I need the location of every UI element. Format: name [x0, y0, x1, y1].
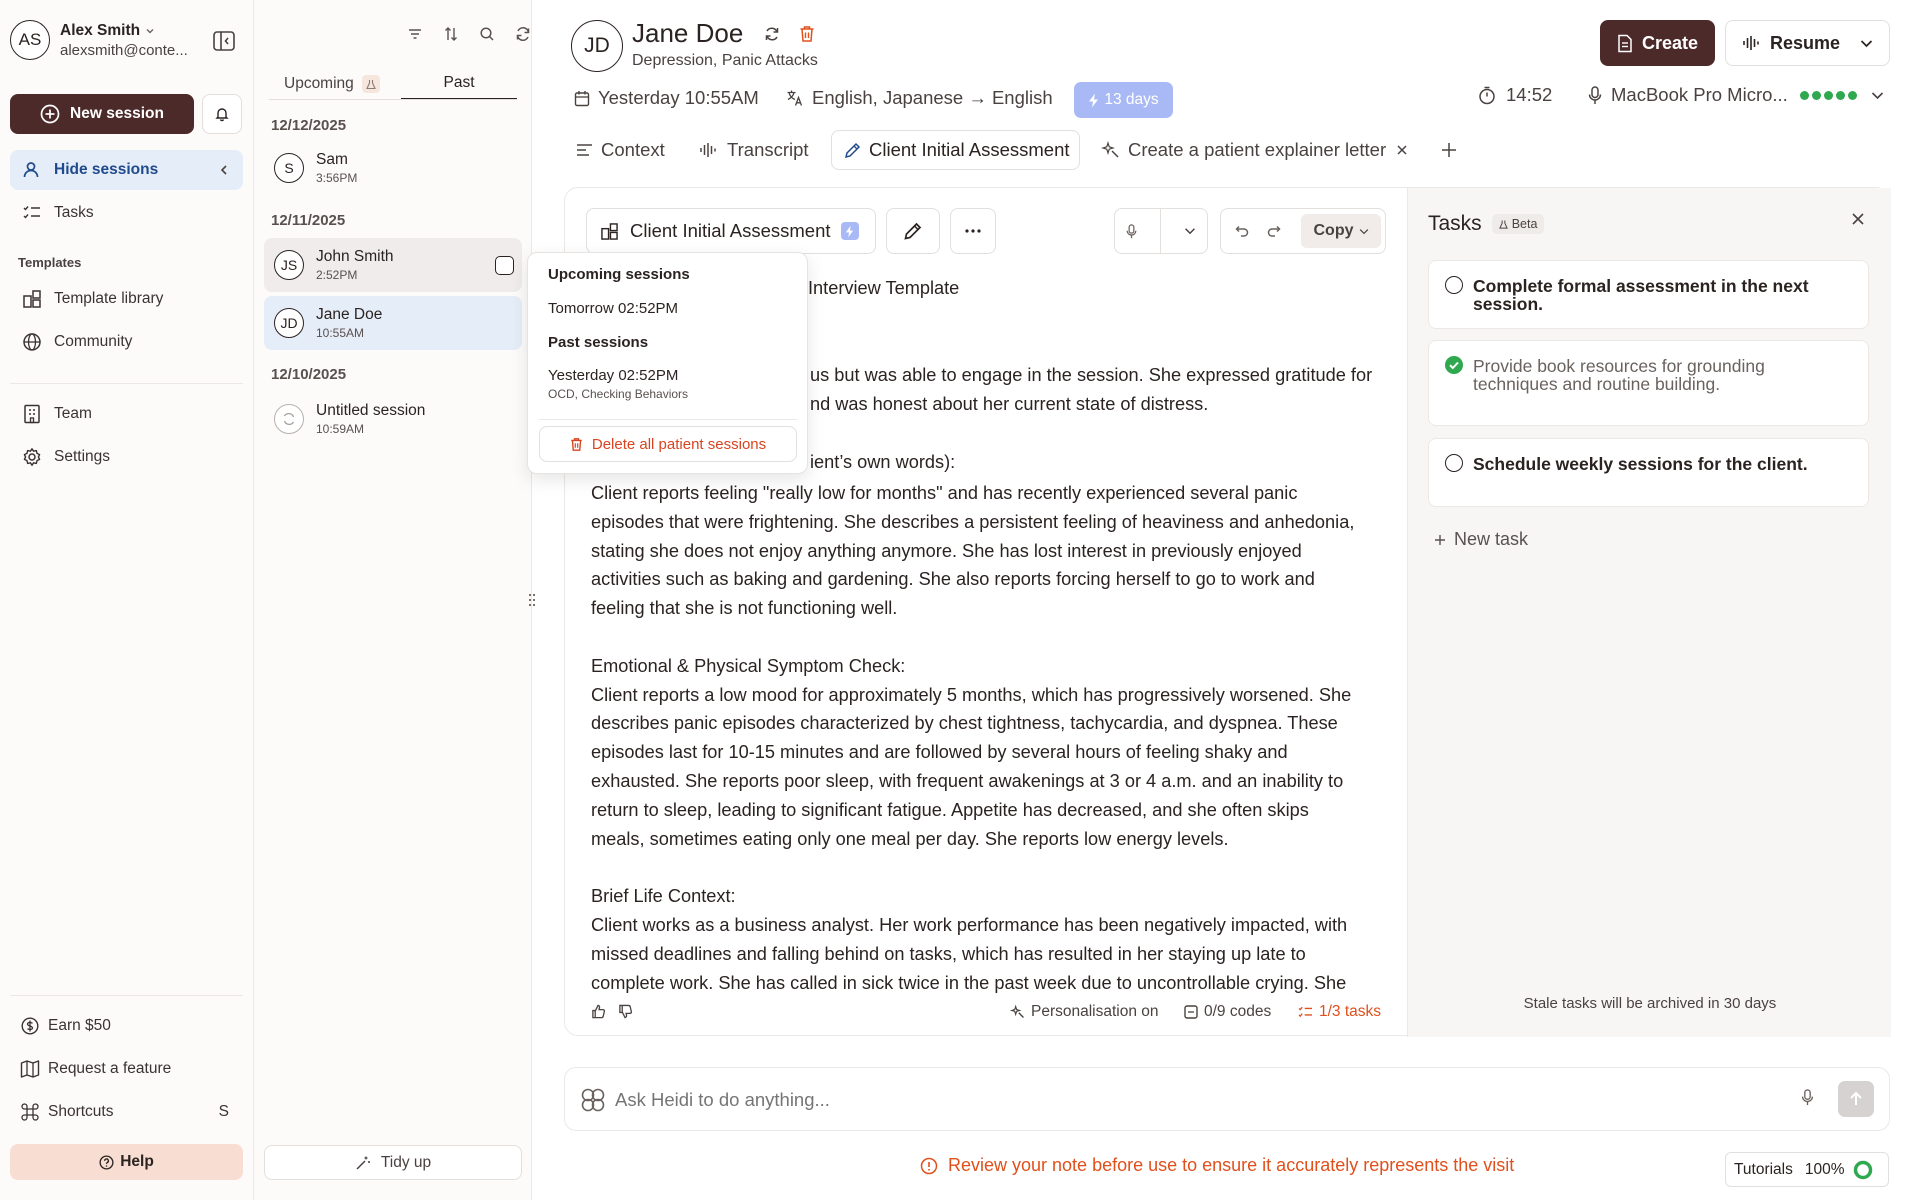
task-item[interactable] [1428, 260, 1869, 329]
template-selector[interactable] [586, 208, 876, 254]
sparkle-icon [1011, 1005, 1025, 1019]
task-text: Schedule weekly sessions for the client. [1473, 454, 1808, 474]
template-name: Client Initial Assessment [630, 220, 831, 241]
patient-avatar: JD [571, 20, 623, 72]
sparkle-icon [1102, 141, 1120, 159]
language-selector[interactable] [786, 87, 1053, 109]
search-icon[interactable] [479, 26, 495, 42]
user-icon [22, 160, 42, 180]
session-name: John Smith [316, 248, 394, 265]
thumbs-down-icon[interactable] [618, 1004, 633, 1019]
task-text: Complete formal assessment in the next session. [1473, 276, 1809, 314]
user-email: alexsmith@conte... [60, 41, 188, 59]
waveform-icon [699, 142, 719, 158]
building-icon [22, 404, 42, 424]
arrow-up-icon [1849, 1091, 1863, 1107]
session-time: 2:52PM [316, 268, 358, 282]
review-warning [920, 1155, 1514, 1176]
pencil-icon [844, 142, 861, 159]
translate-icon [786, 89, 804, 107]
hide-sessions-label: Hide sessions [54, 161, 159, 178]
popup-past-session-tags: OCD, Checking Behaviors [548, 387, 689, 401]
review-warning-label: Review your note before use to ensure it accurately represents the visit [948, 1155, 1515, 1175]
session-time: 3:56PM [316, 171, 358, 185]
chevron-down-icon [1871, 91, 1884, 100]
tab-upcoming[interactable] [284, 68, 380, 100]
session-name: Sam [316, 151, 348, 168]
patient-name[interactable]: Jane Doe [632, 18, 744, 48]
thumbs-up-icon[interactable] [591, 1004, 606, 1019]
session-timer [1478, 84, 1552, 106]
new-session-button[interactable] [10, 94, 194, 134]
tasks-panel [1407, 188, 1891, 1037]
stale-tasks-note: Stale tasks will be archived in 30 days [1523, 995, 1777, 1012]
tab-assessment-label: Client Initial Assessment [869, 139, 1070, 160]
sync-icon [281, 411, 297, 427]
collapse-sidebar-icon[interactable] [213, 31, 235, 51]
sidebar-item-tasks[interactable] [10, 193, 243, 233]
code-box-icon [1184, 1005, 1198, 1019]
tab-context[interactable] [576, 130, 665, 170]
tab-context-label: Context [601, 139, 665, 160]
tab-upcoming-label: Upcoming [284, 75, 354, 92]
add-tab-button[interactable] [1441, 130, 1457, 170]
new-task-label: New task [1454, 529, 1529, 549]
patient-conditions: Depression, Panic Attacks [632, 52, 818, 69]
gear-icon [22, 447, 42, 467]
document-icon [1617, 34, 1633, 53]
note-line-fragment: ient’s own words): [810, 452, 956, 472]
beta-flask-badge [362, 75, 380, 93]
days-badge-label: 13 days [1104, 91, 1159, 108]
map-icon [20, 1059, 40, 1079]
session-item-sam[interactable] [264, 141, 522, 195]
shortcuts-label: Shortcuts [48, 1103, 114, 1120]
waveform-icon [1742, 35, 1762, 51]
create-label: Create [1641, 32, 1699, 53]
plus-icon [1441, 142, 1457, 158]
tidy-up-button[interactable] [264, 1145, 522, 1180]
command-icon [20, 1102, 40, 1122]
chat-input-bar [564, 1067, 1890, 1131]
tab-letter-label: Create a patient explainer letter [1128, 139, 1387, 160]
user-name: Alex Smith [60, 21, 141, 39]
session-time: 10:55AM [316, 326, 365, 340]
microphone-icon [1588, 86, 1602, 105]
hide-sessions-button[interactable] [10, 150, 243, 190]
task-item[interactable] [1428, 340, 1869, 426]
timer-icon [1478, 86, 1496, 105]
task-text: Provide book resources for grounding techniques and routine building. [1473, 356, 1765, 394]
globe-icon [22, 332, 42, 352]
tasks-indicator[interactable] [1298, 1003, 1381, 1021]
refresh-icon[interactable] [515, 26, 531, 42]
tab-patient-letter[interactable] [1102, 130, 1408, 170]
language-label: English, Japanese → English [812, 87, 1053, 108]
chevron-down-icon[interactable] [1184, 227, 1196, 235]
microphone-selector[interactable] [1588, 84, 1884, 106]
plus-circle-icon [40, 104, 60, 124]
tab-past-label: Past [443, 74, 475, 91]
new-task-button[interactable] [1434, 529, 1528, 550]
task-checkbox[interactable] [1445, 454, 1463, 472]
sidebar-item-shortcuts[interactable] [8, 1092, 241, 1132]
tutorials-progress: 100% [1804, 1160, 1845, 1178]
team-label: Team [54, 405, 92, 422]
popup-past-header: Past sessions [548, 334, 649, 351]
task-item[interactable] [1428, 438, 1869, 507]
session-list-panel [254, 0, 532, 1200]
sidebar-item-settings[interactable] [10, 437, 243, 477]
help-label: Help [120, 1153, 154, 1170]
timer-label: 14:52 [1506, 84, 1553, 105]
close-icon[interactable] [1851, 212, 1865, 226]
help-icon [99, 1155, 114, 1170]
tabs-underline [269, 99, 517, 100]
notifications-button[interactable] [202, 94, 242, 134]
button-divider [1160, 209, 1161, 253]
delete-all-label: Delete all patient sessions [591, 435, 767, 453]
magic-wand-icon [355, 1155, 371, 1171]
session-item-jane-doe[interactable] [264, 296, 522, 350]
delete-all-sessions-button[interactable] [539, 426, 797, 462]
session-avatar: S [274, 153, 304, 183]
help-button[interactable] [10, 1144, 243, 1180]
task-checkbox-checked[interactable] [1445, 356, 1463, 374]
checklist-icon [1298, 1006, 1313, 1019]
checklist-icon [22, 203, 42, 223]
popup-past-session[interactable] [548, 367, 688, 401]
chevron-down-icon[interactable] [1860, 39, 1873, 48]
lightning-icon [1088, 93, 1099, 108]
trash-icon [570, 437, 583, 452]
more-options-button[interactable] [950, 208, 996, 254]
tab-past[interactable] [401, 68, 517, 100]
session-item-john-smith[interactable] [264, 238, 522, 292]
codes-indicator[interactable] [1184, 1003, 1271, 1021]
tutorials-label: Tutorials [1734, 1160, 1793, 1178]
date-group-header: 12/10/2025 [271, 366, 347, 383]
shortcut-key-hint: S [218, 1103, 229, 1120]
tutorials-button[interactable] [1725, 1152, 1889, 1187]
switch-patient-icon[interactable] [763, 25, 781, 43]
more-horizontal-icon [965, 229, 981, 233]
sidebar-item-request-feature[interactable] [8, 1049, 241, 1089]
session-list-toolbar [407, 26, 531, 42]
dollar-icon [20, 1016, 40, 1036]
earn-label: Earn $50 [48, 1017, 111, 1034]
user-menu[interactable] [10, 20, 188, 60]
edit-button[interactable] [886, 208, 940, 254]
note-title-fragment: Interview Template [808, 278, 960, 298]
personalisation-indicator[interactable] [1011, 1003, 1159, 1021]
resume-label: Resume [1769, 32, 1841, 53]
popup-past-session-time: Yesterday 02:52PM [548, 367, 679, 384]
main-sidebar [0, 0, 254, 1200]
create-button[interactable] [1600, 20, 1715, 66]
resume-button[interactable] [1725, 20, 1890, 66]
community-label: Community [54, 333, 133, 350]
dictation-control[interactable] [1114, 208, 1208, 254]
session-time: 10:59AM [316, 422, 365, 436]
template-icon [601, 223, 618, 240]
sort-icon[interactable] [443, 26, 459, 42]
feedback-controls [591, 1004, 633, 1019]
task-checkbox[interactable] [1445, 276, 1463, 294]
chevron-down-icon [1359, 228, 1369, 235]
sidebar-item-earn[interactable] [8, 1006, 241, 1046]
session-name: Jane Doe [316, 306, 383, 323]
microphone-icon[interactable] [1801, 1089, 1814, 1106]
sidebar-item-community[interactable] [10, 322, 243, 362]
date-group-header: 12/12/2025 [271, 117, 347, 134]
session-item-untitled[interactable] [264, 392, 522, 446]
beta-badge [1492, 214, 1545, 234]
ai-badge-icon [841, 222, 859, 240]
settings-label: Settings [54, 448, 111, 465]
sidebar-item-template-library[interactable] [10, 279, 243, 319]
session-date-label: Yesterday 10:55AM [598, 87, 759, 108]
undo-icon[interactable] [1235, 225, 1249, 237]
new-session-label: New session [70, 105, 164, 122]
copy-label: Copy [1313, 222, 1354, 239]
close-icon[interactable] [1396, 144, 1408, 156]
send-button[interactable] [1838, 1081, 1874, 1117]
beta-label: Beta [1511, 217, 1538, 231]
popup-upcoming-header: Upcoming sessions [548, 266, 690, 283]
tab-client-initial-assessment[interactable] [831, 130, 1080, 170]
tab-transcript-label: Transcript [727, 139, 809, 160]
audio-level-icon [1800, 91, 1857, 100]
date-group-header: 12/11/2025 [271, 212, 346, 229]
patient-sessions-popup [527, 252, 808, 474]
session-avatar [274, 404, 304, 434]
note-line-fragment: us but was able to engage in the session. She expressed gratitude for [810, 365, 1373, 385]
session-name: Untitled session [316, 402, 426, 419]
microphone-icon[interactable] [1126, 224, 1137, 239]
text-lines-icon [576, 143, 593, 157]
sidebar-divider [10, 383, 243, 384]
heidi-logo-icon [580, 1087, 606, 1113]
template-icon [22, 289, 42, 309]
chevron-left-icon [219, 164, 229, 176]
patient-name-row [632, 18, 815, 49]
tidy-up-label: Tidy up [380, 1153, 432, 1171]
tab-transcript[interactable] [699, 130, 809, 170]
popup-divider [539, 419, 797, 420]
session-avatar: JS [274, 250, 304, 280]
warning-circle-icon [920, 1157, 938, 1175]
flask-icon [1499, 219, 1508, 230]
microphone-label: MacBook Pro Micro... [1611, 84, 1788, 105]
popup-upcoming-session[interactable]: Tomorrow 02:52PM [548, 300, 679, 317]
tasks-label: Tasks [54, 204, 94, 221]
calendar-icon [574, 90, 590, 107]
ask-heidi-input[interactable] [615, 1082, 1715, 1118]
session-date[interactable] [574, 87, 759, 109]
tasks-panel-header [1428, 212, 1544, 236]
copy-button[interactable] [1301, 214, 1381, 248]
chevron-down-icon [145, 26, 155, 36]
days-badge[interactable] [1074, 82, 1173, 118]
tasks-count-label: 1/3 tasks [1319, 1003, 1382, 1020]
request-feature-label: Request a feature [48, 1060, 172, 1077]
sidebar-item-team[interactable] [10, 394, 243, 434]
templates-section-label: Templates [18, 255, 82, 270]
sidebar-divider [10, 995, 243, 996]
history-and-copy-control [1220, 208, 1386, 254]
personalisation-label: Personalisation on [1031, 1003, 1159, 1020]
resize-handle-icon[interactable] [528, 592, 536, 608]
user-avatar: AS [10, 20, 50, 60]
pencil-icon [903, 221, 923, 241]
tasks-panel-title: Tasks [1428, 212, 1482, 235]
redo-icon[interactable] [1267, 225, 1281, 237]
session-avatar: JD [274, 308, 304, 338]
bell-icon [214, 106, 230, 122]
template-library-label: Template library [54, 290, 164, 307]
codes-label: 0/9 codes [1204, 1003, 1272, 1020]
session-select-checkbox[interactable] [495, 256, 514, 275]
filter-icon[interactable] [407, 26, 423, 42]
note-body-text[interactable]: Client reports feeling "really low for months" and has recently experienced several panic episodes that were frightening. She describes a persistent feeling of heaviness and anhedonia, stating she does not enjoy anything anymore. She has lost interest in previously enjoyed activities such as baking and gardening. She also reports forcing herself to go to work and feeling that she is not functioning well. Emotional & Physical Symptom Check: Client reports a low mood for approximately 5 months, which has progressively worsened. She describes panic episodes characterized by chest tightness, tachycardia, and dyspnea. These episodes last for 10-15 minutes and are followed by several hours of feeling shaky and exhausted. She reports poor sleep, with frequent awakenings at 3 or 4 a.m. and an inability to return to sleep, leading to significant fatigue. Appetite has decreased, and she often skips meals, sometimes eating only one meal per day. She reports low energy levels. Brief Life Context: Client works as a business analyst. Her work performance has been negatively impacted, with missed deadlines and falling behind on tasks, which has resulted in her staying up late to complete work. She has called in sick twice in the past week due to uncontrollable crying. She [591, 483, 1355, 993]
note-line-fragment: nd was honest about her current state of distress. [810, 394, 1209, 414]
progress-ring-icon [1853, 1160, 1873, 1180]
plus-icon [1434, 534, 1446, 546]
trash-icon[interactable] [799, 25, 815, 43]
